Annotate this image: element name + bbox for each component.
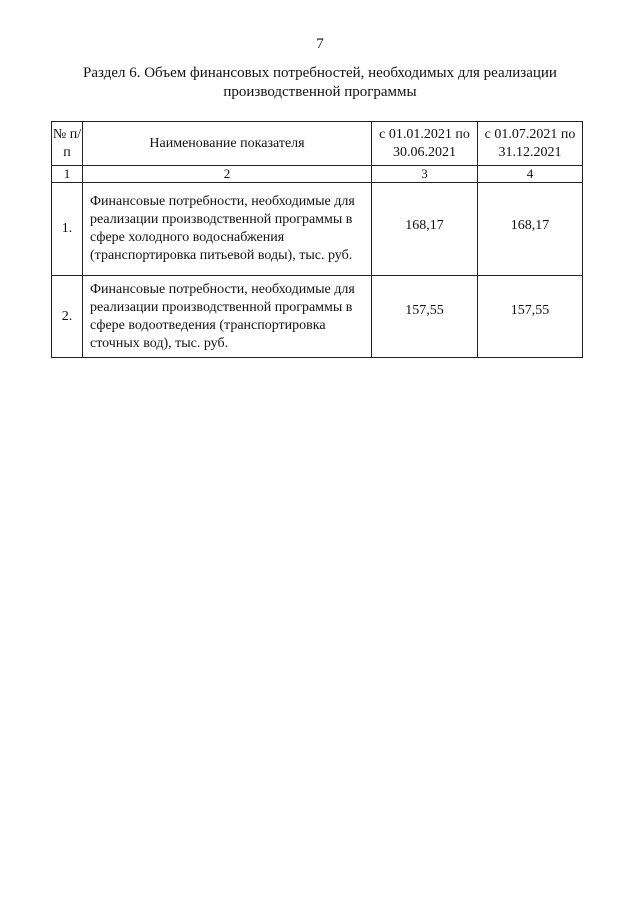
header-period-1: с 01.01.2021 по 30.06.2021 [372, 122, 478, 166]
row-value-period-1: 168,17 [372, 183, 478, 276]
header-name: Наименование показателя [83, 122, 372, 166]
section-title-line-2: производственной программы [223, 84, 417, 100]
row-num: 2. [52, 276, 83, 358]
column-number-1: 1 [52, 166, 83, 183]
column-number-4: 4 [478, 166, 583, 183]
header-num: № п/п [52, 122, 83, 166]
column-number-3: 3 [372, 166, 478, 183]
table-header-row [52, 122, 583, 166]
row-value-period-1: 157,55 [372, 276, 478, 358]
column-number-row [52, 166, 583, 183]
table-row [52, 183, 583, 276]
financial-needs-table [51, 121, 583, 358]
row-value-period-2: 168,17 [478, 183, 583, 276]
row-value-period-2: 157,55 [478, 276, 583, 358]
column-number-2: 2 [83, 166, 372, 183]
table-row [52, 276, 583, 358]
row-name: Финансовые потребности, необходимые для реализации производственной программы в сфере водоотведения (транспортировка сточных вод), тыс. руб. [83, 276, 372, 358]
row-num: 1. [52, 183, 83, 276]
header-period-2: с 01.07.2021 по 31.12.2021 [478, 122, 583, 166]
row-name: Финансовые потребности, необходимые для реализации производственной программы в сфере холодного водоснабжения (транспортировка питьевой воды), тыс. руб. [83, 183, 372, 276]
section-title-line-1: Раздел 6. Объем финансовых потребностей, необходимых для реализации [83, 65, 557, 81]
page-number: 7 [316, 36, 324, 52]
section-title [60, 64, 580, 102]
